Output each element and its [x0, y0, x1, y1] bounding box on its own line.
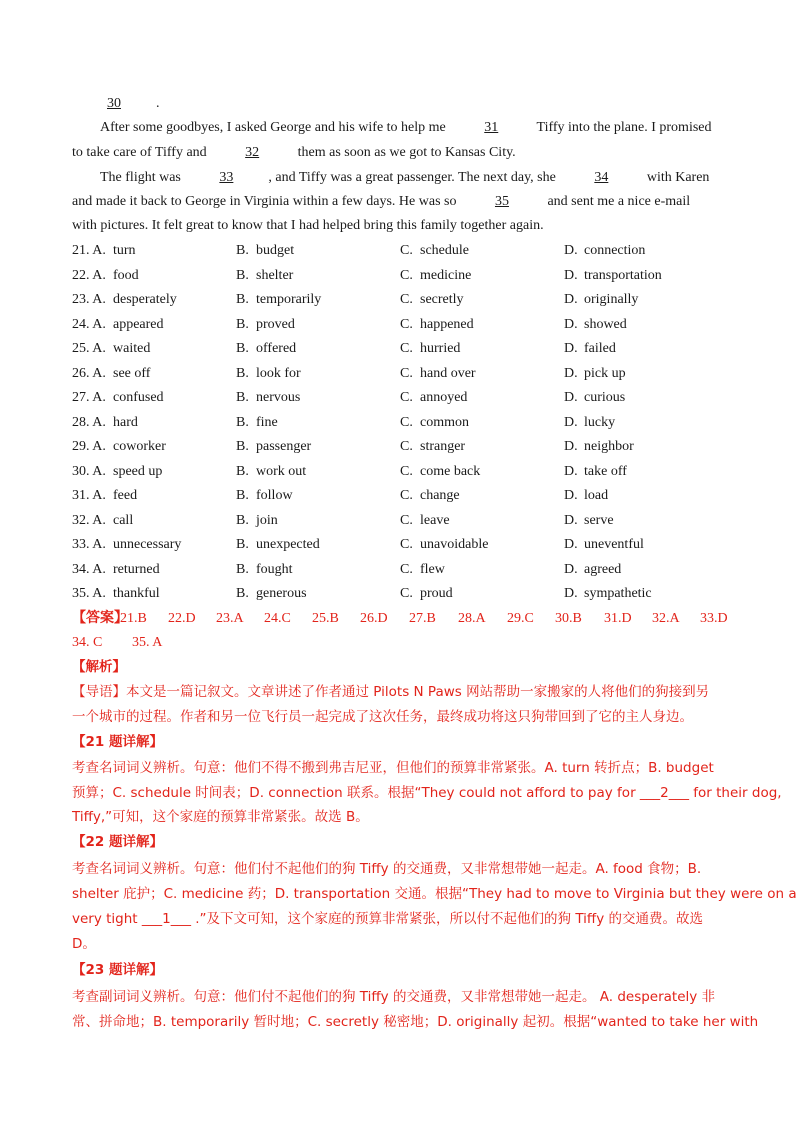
option-letter-b: B.: [236, 243, 249, 258]
option-letter-d: D.: [564, 317, 578, 332]
option-letter-c: C.: [400, 586, 413, 601]
q23-line-2: 常、拼命地；B. temporarily 暂时地；C. secretly 秘密地；D. originally 起初。根据“wanted to take her with: [72, 1014, 759, 1030]
q22-line-4: D。: [72, 936, 96, 952]
option-letter-c: C.: [400, 488, 413, 503]
option-d: pick up: [584, 366, 626, 381]
option-d: neighbor: [584, 439, 634, 454]
option-d: showed: [584, 317, 627, 332]
analysis-heading: 【解析】: [72, 659, 126, 675]
question-number: 27. A.: [72, 390, 106, 405]
blank-35: 35: [494, 194, 509, 209]
option-c: happened: [420, 317, 474, 332]
option-letter-c: C.: [400, 268, 413, 283]
option-letter-c: C.: [400, 390, 413, 405]
option-letter-d: D.: [564, 586, 578, 601]
option-c: secretly: [420, 292, 464, 307]
option-b: fine: [256, 415, 278, 430]
blank-34: 34: [594, 170, 609, 185]
option-letter-d: D.: [564, 243, 578, 258]
option-letter-b: B.: [236, 366, 249, 381]
q23-heading: 【23 题详解】: [72, 962, 163, 978]
answer-item: 26.D: [360, 611, 388, 626]
answer-item: 30.B: [555, 611, 582, 626]
option-c: unavoidable: [420, 537, 489, 552]
option-letter-d: D.: [564, 341, 578, 356]
q23-line-1: 考查副词词义辨析。句意：他们付不起他们的狗 Tiffy 的交通费，又非常想带她一起走。 A. desperately 非: [72, 989, 716, 1005]
answer-label: 【答案】: [72, 611, 128, 626]
blank-32: 32: [245, 145, 260, 160]
option-c: annoyed: [420, 390, 468, 405]
option-a: confused: [113, 390, 164, 405]
option-d: uneventful: [584, 537, 644, 552]
passage-line-2: to take care of Tiffy and 32 them as soon as we got to Kansas City.: [72, 143, 516, 163]
answer-item: 27.B: [409, 611, 436, 626]
option-letter-b: B.: [236, 586, 249, 601]
question-number: 30. A.: [72, 464, 106, 479]
blank-31: 31: [484, 120, 499, 135]
option-a: turn: [113, 243, 136, 258]
question-number: 33. A.: [72, 537, 106, 552]
question-number: 31. A.: [72, 488, 106, 503]
option-letter-c: C.: [400, 439, 413, 454]
option-b: generous: [256, 586, 307, 601]
option-b: shelter: [256, 268, 294, 283]
q22-heading: 【22 题详解】: [72, 834, 163, 850]
question-number: 28. A.: [72, 415, 106, 430]
option-b: unexpected: [256, 537, 320, 552]
option-letter-c: C.: [400, 513, 413, 528]
option-a: waited: [113, 341, 151, 356]
option-letter-b: B.: [236, 268, 249, 283]
option-letter-d: D.: [564, 292, 578, 307]
q22-line-1: 考查名词词义辨析。句意：他们付不起他们的狗 Tiffy 的交通费，又非常想带她一起走。A. food 食物；B.: [72, 861, 702, 877]
option-letter-d: D.: [564, 366, 578, 381]
answer-item: 32.A: [652, 611, 680, 626]
answer-item: 33.D: [700, 611, 728, 626]
option-a: unnecessary: [113, 537, 182, 552]
option-b: nervous: [256, 390, 301, 405]
option-b: proved: [256, 317, 295, 332]
option-a: call: [113, 513, 134, 528]
answer-35: 35. A: [132, 635, 163, 650]
option-b: fought: [256, 562, 293, 577]
option-c: come back: [420, 464, 481, 479]
option-d: curious: [584, 390, 626, 405]
q21-heading: 【21 题详解】: [72, 734, 163, 750]
option-c: hurried: [420, 341, 461, 356]
option-d: serve: [584, 513, 614, 528]
question-number: 21. A.: [72, 243, 106, 258]
option-letter-d: D.: [564, 537, 578, 552]
answer-34: 34. C: [72, 635, 103, 650]
passage-line-1: After some goodbyes, I asked George and his wife to help me 31 Tiffy into the plane. I promised: [100, 118, 712, 138]
option-a: thankful: [113, 586, 160, 601]
option-letter-b: B.: [236, 562, 249, 577]
passage-line-5: with pictures. It felt great to know that I had helped bring this family together again.: [72, 218, 544, 233]
option-a: speed up: [113, 464, 163, 479]
option-letter-c: C.: [400, 415, 413, 430]
option-b: follow: [256, 488, 293, 503]
answer-item: 23.A: [216, 611, 244, 626]
option-letter-b: B.: [236, 488, 249, 503]
option-letter-b: B.: [236, 292, 249, 307]
question-number: 23. A.: [72, 292, 106, 307]
question-number: 24. A.: [72, 317, 106, 332]
answer-item: 21.B: [120, 611, 147, 626]
option-letter-c: C.: [400, 464, 413, 479]
q21-line-3: Tiffy,”可知，这个家庭的预算非常紧张。故选 B。: [72, 809, 369, 825]
question-number: 32. A.: [72, 513, 106, 528]
option-a: coworker: [113, 439, 166, 454]
option-a: appeared: [113, 317, 164, 332]
option-d: agreed: [584, 562, 622, 577]
blank-33: 33: [219, 170, 234, 185]
option-c: proud: [420, 586, 453, 601]
option-letter-b: B.: [236, 317, 249, 332]
option-c: flew: [420, 562, 445, 577]
question-number: 26. A.: [72, 366, 106, 381]
question-number: 34. A.: [72, 562, 106, 577]
q21-line-2: 预算；C. schedule 时间表；D. connection 联系。根据“They could not afford to pay for ___2___ for their dog,: [72, 785, 782, 801]
option-letter-d: D.: [564, 562, 578, 577]
question-number: 35. A.: [72, 586, 106, 601]
intro-line-2: 一个城市的过程。作者和另一位飞行员一起完成了这次任务，最终成功将这只狗带回到了它的主人身边。: [72, 709, 693, 725]
answer-item: 22.D: [168, 611, 196, 626]
option-c: schedule: [420, 243, 469, 258]
intro-line-1: 【导语】本文是一篇记叙文。文章讲述了作者通过 Pilots N Paws 网站帮助一家搬家的人将他们的狗接到另: [72, 684, 710, 700]
option-letter-b: B.: [236, 390, 249, 405]
answer-item: 29.C: [507, 611, 534, 626]
option-b: join: [256, 513, 278, 528]
option-letter-c: C.: [400, 537, 413, 552]
blank-30: 30: [107, 96, 121, 111]
option-b: work out: [256, 464, 307, 479]
passage-line-3: The flight was 33 , and Tiffy was a great passenger. The next day, she 34 with Karen: [100, 168, 709, 188]
option-c: common: [420, 415, 469, 430]
option-letter-b: B.: [236, 341, 249, 356]
option-letter-d: D.: [564, 390, 578, 405]
option-letter-d: D.: [564, 439, 578, 454]
answer-item: 25.B: [312, 611, 339, 626]
option-b: offered: [256, 341, 297, 356]
option-letter-d: D.: [564, 513, 578, 528]
option-letter-c: C.: [400, 366, 413, 381]
option-d: connection: [584, 243, 646, 258]
option-letter-c: C.: [400, 243, 413, 258]
option-d: take off: [584, 464, 627, 479]
question-number: 25. A.: [72, 341, 106, 356]
answer-item: 31.D: [604, 611, 632, 626]
option-a: desperately: [113, 292, 177, 307]
option-letter-d: D.: [564, 268, 578, 283]
option-a: food: [113, 268, 139, 283]
option-b: passenger: [256, 439, 312, 454]
option-letter-b: B.: [236, 415, 249, 430]
option-d: failed: [584, 341, 616, 356]
option-letter-d: D.: [564, 415, 578, 430]
option-letter-b: B.: [236, 439, 249, 454]
answer-item: 24.C: [264, 611, 291, 626]
q22-line-3: very tight ___1___ .”及下文可知，这个家庭的预算非常紧张，所以付不起他们的狗 Tiffy 的交通费。故选: [72, 911, 703, 927]
option-letter-d: D.: [564, 464, 578, 479]
option-c: change: [420, 488, 460, 503]
option-a: returned: [113, 562, 160, 577]
q21-line-1: 考查名词词义辨析。句意：他们不得不搬到弗吉尼亚，但他们的预算非常紧张。A. turn 转折点；B. budget: [72, 760, 714, 776]
option-b: budget: [256, 243, 295, 258]
option-d: lucky: [584, 415, 616, 430]
question-number: 22. A.: [72, 268, 106, 283]
option-a: hard: [113, 415, 138, 430]
option-c: leave: [420, 513, 450, 528]
option-b: look for: [256, 366, 301, 381]
option-d: originally: [584, 292, 639, 307]
option-letter-c: C.: [400, 562, 413, 577]
option-c: medicine: [420, 268, 472, 283]
option-letter-d: D.: [564, 488, 578, 503]
option-letter-b: B.: [236, 464, 249, 479]
option-c: hand over: [420, 366, 476, 381]
option-d: sympathetic: [584, 586, 652, 601]
option-letter-c: C.: [400, 317, 413, 332]
passage-line-0: 30 .: [72, 94, 160, 114]
answer-item: 28.A: [458, 611, 486, 626]
option-letter-c: C.: [400, 292, 413, 307]
option-letter-b: B.: [236, 537, 249, 552]
option-a: see off: [113, 366, 151, 381]
option-letter-c: C.: [400, 341, 413, 356]
option-b: temporarily: [256, 292, 322, 307]
option-letter-b: B.: [236, 513, 249, 528]
option-d: load: [584, 488, 609, 503]
q22-line-2: shelter 庇护；C. medicine 药；D. transportation 交通。根据“They had to move to Virginia but they were on a: [72, 886, 797, 902]
option-c: stranger: [420, 439, 466, 454]
option-a: feed: [113, 488, 138, 503]
option-d: transportation: [584, 268, 662, 283]
passage-line-4: and made it back to George in Virginia within a few days. He was so 35 and sent me a nice e-mail: [72, 192, 690, 212]
question-number: 29. A.: [72, 439, 106, 454]
